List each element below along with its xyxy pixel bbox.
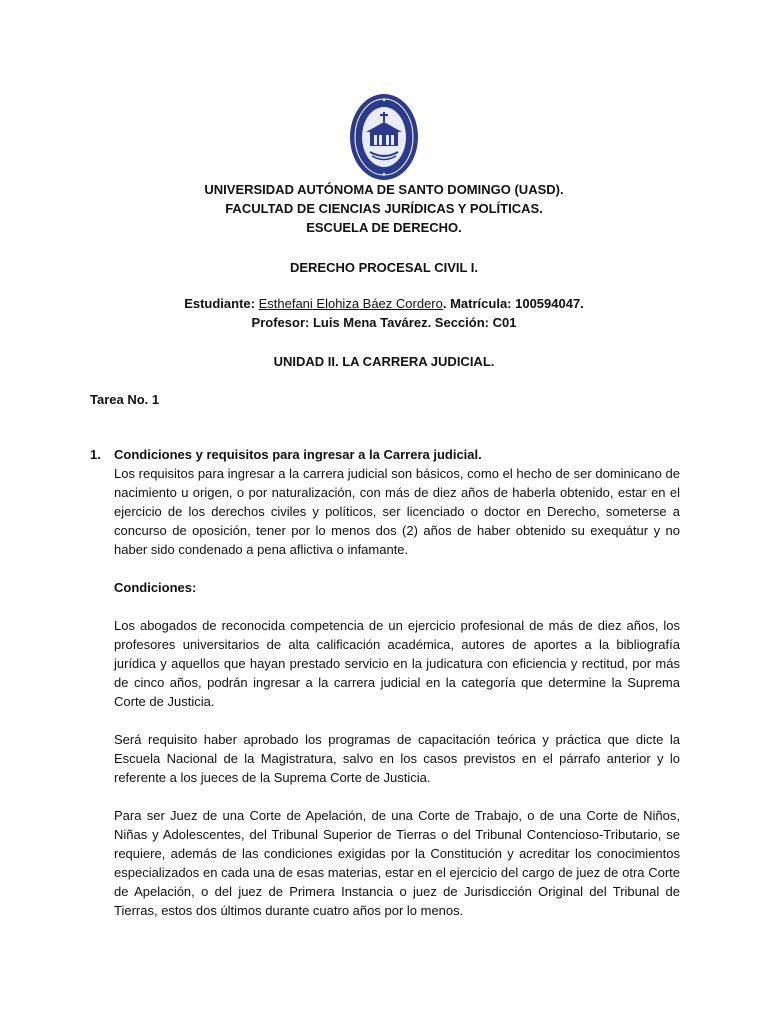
unit-title: UNIDAD II. LA CARRERA JUDICIAL.	[273, 354, 495, 369]
section-heading	[90, 445, 680, 464]
training-paragraph: Será requisito haber aprobado los programas de capacitación teórica y práctica que dicte la Escuela Nacional de la Magistratura, salvo en los casos previstos en el párrafo anterior y lo referente a los jueces de la Suprema Corte de Justicia.	[114, 732, 680, 785]
school-name: ESCUELA DE DERECHO.	[306, 220, 462, 235]
university-name: UNIVERSIDAD AUTÓNOMA DE SANTO DOMINGO (UASD).	[204, 182, 564, 197]
section-number: 1.	[90, 447, 101, 462]
appeals-judge-paragraph: Para ser Juez de una Corte de Apelación, de una Corte de Trabajo, o de una Corte de Niños, Niñas y Adolescentes, del Tribunal Superior de Tierras o del Tribunal Contencioso-Tributario, se requiere, además de las condiciones exigidas por la Constitución y acreditar los conocimientos especializados en cada una de esas materias, estar en el ejercicio del cargo de juez de otra Corte de Apelación, o del juez de Primera Instancia o juez de Jurisdicción Original del Tribunal de Tierras, estos dos últimos durante cuatro años por lo menos.	[114, 808, 680, 918]
conditions-paragraph: Los abogados de reconocida competencia de un ejercicio profesional de más de diez años, los profesores universitarios de alta calificación académica, autores de aportes a la bibliografía jurídica y aquellos que hayan prestado servicio en la judicatura con eficiencia y rectitud, por más de cinco años, podrán ingresar a la carrera judicial en la categoría que determine la Suprema Corte de Justicia.	[114, 618, 680, 709]
university-seal-icon	[348, 92, 420, 182]
student-label: Estudiante:	[184, 296, 259, 311]
professor-line: Profesor: Luis Mena Tavárez. Sección: C01	[251, 315, 517, 330]
student-line	[0, 294, 768, 313]
student-matricula: . Matrícula: 100594047.	[442, 296, 584, 311]
task-title: Tarea No. 1	[90, 392, 160, 407]
section-body	[114, 464, 680, 920]
conditions-heading: Condiciones:	[114, 580, 197, 595]
document-body	[90, 445, 680, 920]
student-info	[0, 294, 768, 332]
course-title: DERECHO PROCESAL CIVIL I.	[289, 260, 479, 275]
faculty-name: FACULTAD DE CIENCIAS JURÍDICAS Y POLÍTICAS.	[225, 201, 543, 216]
section-heading-text: Condiciones y requisitos para ingresar a la Carrera judicial.	[114, 447, 482, 462]
institution-header	[0, 180, 768, 237]
student-name: Esthefani Elohiza Báez Cordero	[258, 296, 443, 311]
requirements-paragraph: Los requisitos para ingresar a la carrera judicial son básicos, como el hecho de ser dominicano de nacimiento u origen, o por naturalización, con más de diez años de haberla obtenido, estar en el ejercicio de los derechos civiles y políticos, ser licenciado o doctor en Derecho, someterse a concurso de oposición, tener por lo menos dos (2) años de haber obtenido su exequátur y no haber sido condenado a pena aflictiva o infamante.	[114, 466, 680, 557]
